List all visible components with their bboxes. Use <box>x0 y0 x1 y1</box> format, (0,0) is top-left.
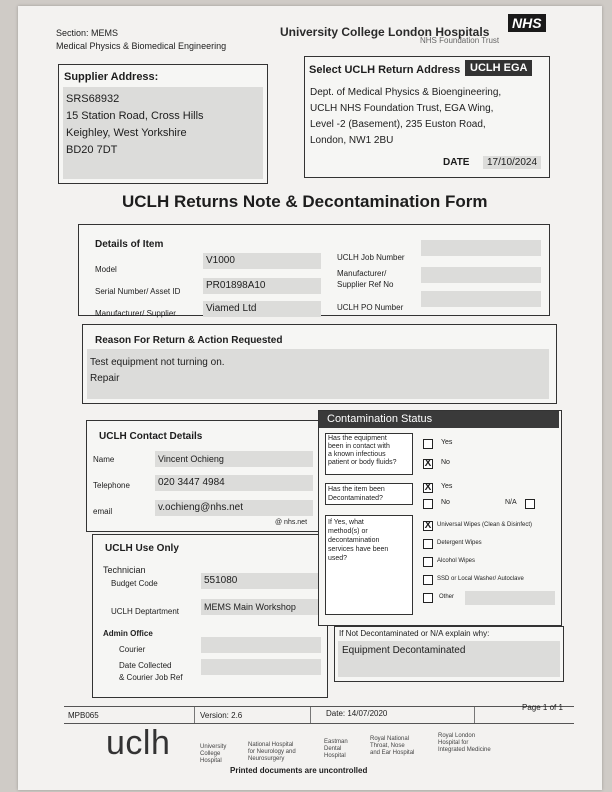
footer-divider <box>474 707 475 723</box>
uclh-use-only-box <box>92 534 328 698</box>
version-date: Date: 14/07/2020 <box>326 709 388 718</box>
hospital-name-line: Eastman <box>324 739 348 745</box>
hospital-throat-nose-ear <box>370 736 414 757</box>
decontaminated-no-label: No <box>441 499 450 506</box>
supplier-address-field[interactable] <box>63 87 263 179</box>
return-address-title: Select UCLH Return Address <box>309 64 461 76</box>
trust-name: NHS Foundation Trust <box>420 36 500 45</box>
name-field[interactable]: Vincent Ochieng <box>155 451 313 467</box>
method-universal-wipes-checkbox[interactable]: X <box>424 520 432 531</box>
decontaminated-na-checkbox[interactable] <box>525 499 535 509</box>
department-field[interactable]: MEMS Main Workshop <box>201 599 321 615</box>
reason-field[interactable] <box>87 349 549 399</box>
reason-line: Repair <box>90 373 120 384</box>
method-question <box>325 515 413 615</box>
question-line: Has the item been <box>328 486 385 493</box>
nhs-logo: NHS <box>508 14 546 32</box>
explain-box <box>334 626 564 682</box>
phone-label: Telephone <box>93 481 130 490</box>
model-label: Model <box>95 265 117 274</box>
org-name: University College London Hospitals <box>280 25 490 39</box>
manufacturer-supplier-field[interactable]: Viamed Ltd <box>203 301 321 317</box>
date-collected-label: Date Collected <box>119 661 172 670</box>
serial-field[interactable]: PR01898A10 <box>203 278 321 294</box>
email-domain-hint: @ nhs.net <box>275 519 308 526</box>
infectious-no-label: No <box>441 459 450 466</box>
po-number-label: UCLH PO Number <box>337 303 404 312</box>
question-line: used? <box>328 555 348 562</box>
hospital-name-line: National Hospital <box>248 742 294 748</box>
decontaminated-no-checkbox[interactable] <box>423 499 433 509</box>
decontaminated-yes-label: Yes <box>441 483 453 490</box>
hospital-name-line: College <box>200 751 221 757</box>
decontaminated-na-label: N/A <box>505 499 517 506</box>
email-label: email <box>93 507 113 516</box>
supplier-label: Manufacturer/ Supplier <box>95 309 176 318</box>
supplier-ref-field[interactable] <box>421 267 541 283</box>
reason-line: Test equipment not turning on. <box>90 357 225 368</box>
method-alcohol-wipes-checkbox[interactable] <box>423 557 433 567</box>
item-details-title: Details of Item <box>95 239 164 250</box>
supplier-line: 15 Station Road, Cross Hills <box>66 110 204 122</box>
uncontrolled-notice: Printed documents are uncontrolled <box>230 766 368 775</box>
hospital-name-line: for Neurology and <box>248 749 296 755</box>
date-collected-field[interactable] <box>201 659 321 675</box>
version-label: Version: 2.6 <box>200 711 243 720</box>
section-label: Section: MEMS <box>56 28 119 38</box>
reason-title: Reason For Return & Action Requested <box>95 335 283 346</box>
po-number-field[interactable] <box>421 291 541 307</box>
department-label: UCLH Deptartment <box>111 607 180 616</box>
job-number-field[interactable] <box>421 240 541 256</box>
form-page <box>18 6 602 790</box>
explain-field[interactable]: Equipment Decontaminated <box>338 641 560 677</box>
serial-label: Serial Number/ Asset ID <box>95 287 181 296</box>
return-address-box <box>304 56 550 178</box>
hospital-university-college <box>200 744 226 765</box>
hospital-eastman-dental <box>324 739 348 760</box>
return-line: Level -2 (Basement), 235 Euston Road, <box>310 119 486 130</box>
return-line: Dept. of Medical Physics & Bioengineering, <box>310 87 502 98</box>
decontaminated-question <box>325 483 413 505</box>
item-details-box <box>78 224 550 316</box>
manufacturer-label: Manufacturer/ <box>337 269 387 278</box>
infectious-yes-label: Yes <box>441 439 453 446</box>
decontaminated-yes-checkbox[interactable]: X <box>424 482 432 493</box>
supplier-ref-label: Supplier Ref No <box>337 280 394 289</box>
hospital-name-line: Hospital <box>324 753 346 759</box>
question-line: Has the equipment <box>328 435 387 442</box>
method-label: SSD or Local Washer/ Autoclave <box>437 576 524 582</box>
form-code: MPB065 <box>68 711 99 720</box>
return-line: London, NW1 2BU <box>310 135 394 146</box>
model-field[interactable]: V1000 <box>203 253 321 269</box>
footer-divider <box>310 707 311 723</box>
infectious-no-checkbox[interactable]: X <box>424 458 432 469</box>
hospital-name-line: University <box>200 744 227 750</box>
infectious-yes-checkbox[interactable] <box>423 439 433 449</box>
method-ssd-checkbox[interactable] <box>423 575 433 585</box>
hospital-name-line: Integrated Medicine <box>438 747 491 753</box>
supplier-line: Keighley, West Yorkshire <box>66 127 187 139</box>
supplier-address-box <box>58 64 268 184</box>
infectious-question <box>325 433 413 475</box>
question-line: services have been <box>328 546 389 553</box>
date-label: DATE <box>443 157 470 168</box>
form-title: UCLH Returns Note & Decontamination Form <box>122 192 488 211</box>
hospital-neurology <box>248 742 296 763</box>
method-detergent-wipes-checkbox[interactable] <box>423 539 433 549</box>
method-other-field[interactable] <box>465 591 555 605</box>
job-number-label: UCLH Job Number <box>337 253 405 262</box>
courier-job-label: & Courier Job Ref <box>119 673 183 682</box>
email-field[interactable]: v.ochieng@nhs.net <box>155 500 313 516</box>
courier-label: Courier <box>119 645 146 654</box>
phone-field[interactable]: 020 3447 4984 <box>155 475 313 491</box>
method-label: Universal Wipes (Clean & Disinfect) <box>437 522 533 528</box>
hospital-integrated-medicine <box>438 733 491 754</box>
name-label: Name <box>93 455 115 464</box>
hospital-name-line: Neurosurgery <box>248 756 285 762</box>
admin-office-label: Admin Office <box>103 629 153 638</box>
contact-box <box>86 420 322 532</box>
hospital-name-line: Throat, Nose <box>370 743 405 749</box>
hospital-name-line: Dental <box>324 746 342 752</box>
method-label: Other <box>439 594 455 600</box>
return-line: UCLH NHS Foundation Trust, EGA Wing, <box>310 103 494 114</box>
contamination-title: Contamination Status <box>319 411 559 428</box>
question-line: If Yes, what <box>328 519 364 526</box>
supplier-line: SRS68932 <box>66 93 120 105</box>
method-label: Detergent Wipes <box>437 540 482 546</box>
return-address-select[interactable]: UCLH EGA <box>465 60 532 76</box>
question-line: decontamination <box>328 537 380 544</box>
budget-code-field[interactable]: 551080 <box>201 573 321 589</box>
question-line: a known infectious <box>328 451 386 458</box>
question-line: Decontaminated? <box>328 495 383 502</box>
hospital-name-line: Hospital for <box>438 740 469 746</box>
department-label: Medical Physics & Biomedical Engineering <box>56 41 227 51</box>
question-line: been in contact with <box>328 443 390 450</box>
hospital-name-line: Royal National <box>370 736 410 742</box>
method-label: Alcohol Wipes <box>437 558 476 564</box>
hospital-name-line: Royal London <box>438 733 476 739</box>
hospital-name-line: and Ear Hospital <box>370 750 415 756</box>
budget-code-label: Budget Code <box>111 579 158 588</box>
question-line: patient or body fluids? <box>328 459 397 466</box>
explain-label: If Not Decontaminated or N/A explain why: <box>339 629 490 638</box>
hospital-name-line: Hospital <box>200 758 222 764</box>
page-number: Page 1 of 1 <box>522 703 563 712</box>
supplier-title: Supplier Address: <box>64 71 159 83</box>
supplier-line: BD20 7DT <box>66 144 118 156</box>
uclh-logo: uclh <box>106 724 171 762</box>
reason-box <box>82 324 557 404</box>
technician-label: Technician <box>103 565 146 575</box>
contamination-box <box>318 410 562 626</box>
method-other-checkbox[interactable] <box>423 593 433 603</box>
footer-bar <box>64 703 574 724</box>
use-only-title: UCLH Use Only <box>105 543 179 554</box>
courier-field[interactable] <box>201 637 321 653</box>
date-field[interactable]: 17/10/2024 <box>483 156 541 169</box>
question-line: method(s) or <box>328 528 368 535</box>
footer-divider <box>194 707 195 723</box>
contact-title: UCLH Contact Details <box>99 431 203 442</box>
